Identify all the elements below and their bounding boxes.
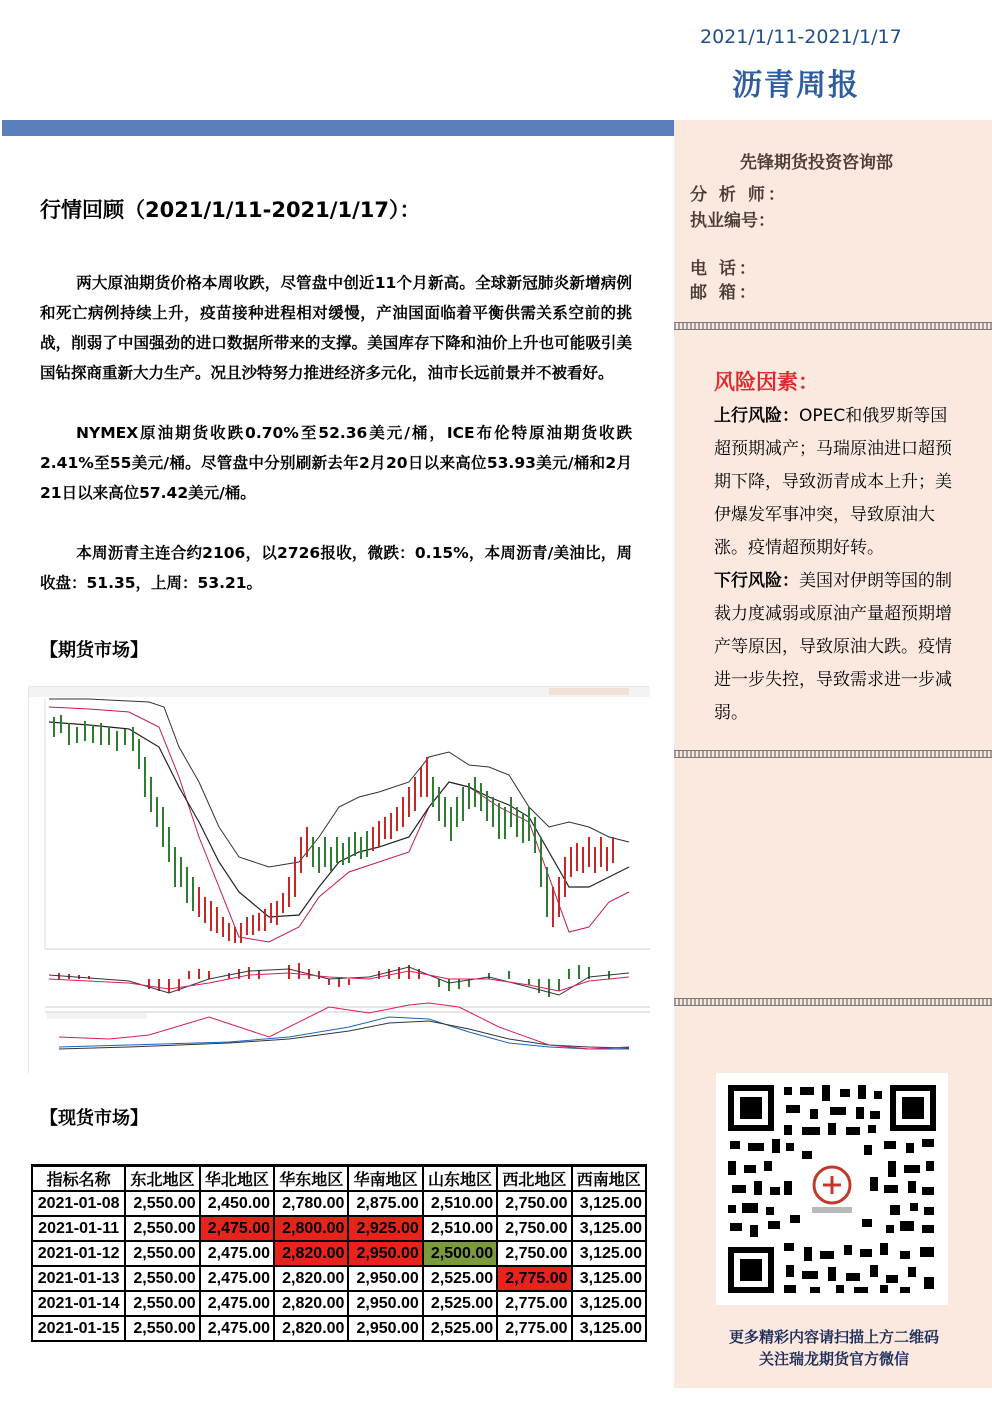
price-cell: 2,475.00 — [200, 1266, 274, 1291]
market-review-heading: 行情回顾（2021/1/11-2021/1/17）： — [40, 198, 421, 222]
price-cell: 3,125.00 — [572, 1316, 646, 1341]
table-row — [32, 1316, 646, 1341]
column-header: 华北地区 — [200, 1166, 274, 1192]
price-cell: 2,475.00 — [200, 1241, 274, 1266]
price-cell: 2,950.00 — [348, 1316, 422, 1341]
price-cell: 2,550.00 — [125, 1191, 199, 1216]
price-cell: 3,125.00 — [572, 1291, 646, 1316]
table-row — [32, 1216, 646, 1241]
paragraph-asphalt-summary — [40, 538, 632, 598]
table-row — [32, 1291, 646, 1316]
date-cell: 2021-01-12 — [32, 1241, 125, 1266]
price-cell: 2,800.00 — [274, 1216, 348, 1241]
price-cell: 2,550.00 — [125, 1291, 199, 1316]
price-cell: 2,750.00 — [497, 1216, 571, 1241]
table-row — [32, 1191, 646, 1216]
paragraph-2-text: NYMEX原油期货收跌0.70%至52.36美元/桶，ICE布伦特原油期货收跌2.41%至55美元/桶。尽管盘中分别刷新去年2月20日以来高位53.93美元/桶和2月21日以来高位57.42美元/桶。 — [40, 424, 632, 502]
table-row — [32, 1266, 646, 1291]
column-header: 华南地区 — [348, 1166, 422, 1192]
price-cell: 2,550.00 — [125, 1216, 199, 1241]
column-header: 山东地区 — [423, 1166, 497, 1192]
column-header: 西北地区 — [497, 1166, 571, 1192]
license-label: 执业编号： — [690, 211, 775, 231]
email-label: 邮 箱： — [690, 283, 759, 303]
price-cell: 2,550.00 — [125, 1266, 199, 1291]
price-cell: 2,780.00 — [274, 1191, 348, 1216]
candlestick-chart-picture — [29, 687, 650, 1074]
department-name: 先锋期货投资咨询部 — [740, 153, 893, 173]
price-cell: 2,775.00 — [497, 1316, 571, 1341]
price-cell: 2,925.00 — [348, 1216, 422, 1241]
table-row — [32, 1241, 646, 1266]
price-cell: 2,820.00 — [274, 1241, 348, 1266]
spot-price-table — [31, 1164, 647, 1342]
downside-risk-label: 下行风险： — [714, 571, 799, 591]
price-cell: 2,950.00 — [348, 1241, 422, 1266]
wechat-qr-code[interactable] — [716, 1073, 948, 1305]
upside-risk-label: 上行风险： — [714, 406, 799, 426]
price-cell: 2,950.00 — [348, 1266, 422, 1291]
date-cell: 2021-01-08 — [32, 1191, 125, 1216]
date-cell: 2021-01-15 — [32, 1316, 125, 1341]
price-cell: 2,750.00 — [497, 1191, 571, 1216]
price-cell: 2,775.00 — [497, 1266, 571, 1291]
futures-chart-image — [28, 686, 649, 1073]
price-cell: 2,950.00 — [348, 1291, 422, 1316]
divider — [674, 322, 992, 330]
date-cell: 2021-01-13 — [32, 1266, 125, 1291]
column-header: 东北地区 — [125, 1166, 199, 1192]
date-cell: 2021-01-11 — [32, 1216, 125, 1241]
price-cell: 2,750.00 — [497, 1241, 571, 1266]
futures-heading: 【期货市场】 — [40, 640, 148, 661]
price-cell: 2,525.00 — [423, 1316, 497, 1341]
risk-description — [714, 400, 962, 730]
price-cell: 2,475.00 — [200, 1216, 274, 1241]
column-header: 指标名称 — [32, 1166, 125, 1192]
price-cell: 2,875.00 — [348, 1191, 422, 1216]
price-cell: 2,525.00 — [423, 1291, 497, 1316]
analyst-label: 分 析 师： — [690, 185, 788, 205]
phone-label: 电 话： — [690, 259, 759, 279]
divider — [674, 998, 992, 1006]
column-header: 华东地区 — [274, 1166, 348, 1192]
spot-heading: 【现货市场】 — [40, 1108, 148, 1129]
price-cell: 2,500.00 — [423, 1241, 497, 1266]
report-date-range: 2021/1/11-2021/1/17 — [700, 26, 902, 48]
price-cell: 2,510.00 — [423, 1216, 497, 1241]
price-cell: 2,550.00 — [125, 1241, 199, 1266]
price-cell: 2,550.00 — [125, 1316, 199, 1341]
price-cell: 2,510.00 — [423, 1191, 497, 1216]
price-cell: 2,820.00 — [274, 1291, 348, 1316]
date-cell: 2021-01-14 — [32, 1291, 125, 1316]
table-header-row — [32, 1166, 646, 1192]
paragraph-crude-prices — [40, 418, 632, 508]
sidebar — [674, 120, 992, 1388]
price-cell: 3,125.00 — [572, 1241, 646, 1266]
header-accent-bar — [2, 120, 674, 136]
price-cell: 2,820.00 — [274, 1316, 348, 1341]
paragraph-1-text: 两大原油期货价格本周收跌，尽管盘中创近11个月新高。全球新冠肺炎新增病例和死亡病例持续上升，疫苗接种进程相对缓慢，产油国面临着平衡供需关系空前的挑战，削弱了中国强劲的进口数据所带来的支撑。美国库存下降和油价上升也可能吸引美国钻探商重新大力生产。况且沙特努力推进经济多元化，油市长远前景并不被看好。 — [40, 274, 632, 382]
qr-code-icon — [724, 1081, 940, 1297]
risk-title: 风险因素： — [714, 370, 819, 394]
price-cell: 2,450.00 — [200, 1191, 274, 1216]
price-cell: 3,125.00 — [572, 1266, 646, 1291]
price-cell: 2,820.00 — [274, 1266, 348, 1291]
price-cell: 2,475.00 — [200, 1291, 274, 1316]
qr-caption — [694, 1326, 974, 1370]
price-cell: 2,775.00 — [497, 1291, 571, 1316]
price-cell: 3,125.00 — [572, 1216, 646, 1241]
price-cell: 3,125.00 — [572, 1191, 646, 1216]
price-cell: 2,525.00 — [423, 1266, 497, 1291]
qr-caption-line-1: 更多精彩内容请扫描上方二维码 — [728, 1328, 939, 1346]
paragraph-3-text: 本周沥青主连合约2106，以2726报收，微跌：0.15%，本周沥青/美油比，周收盘：51.35，上周：53.21。 — [40, 544, 632, 592]
paragraph-crude-overview — [40, 268, 632, 388]
downside-risk-text: 美国对伊朗等国的制裁力度减弱或原油产量超预期增产等原因，导致原油大跌。疫情进一步失控，导致需求进一步减弱。 — [714, 571, 952, 723]
upside-risk-text: OPEC和俄罗斯等国超预期减产；马瑞原油进口超预期下降，导致沥青成本上升；美伊爆发军事冲突，导致原油大涨。疫情超预期好转。 — [714, 406, 952, 558]
report-title: 沥青周报 — [732, 68, 860, 103]
column-header: 西南地区 — [572, 1166, 646, 1192]
qr-caption-line-2: 关注瑞龙期货官方微信 — [758, 1350, 909, 1368]
divider — [674, 750, 992, 758]
price-cell: 2,475.00 — [200, 1316, 274, 1341]
